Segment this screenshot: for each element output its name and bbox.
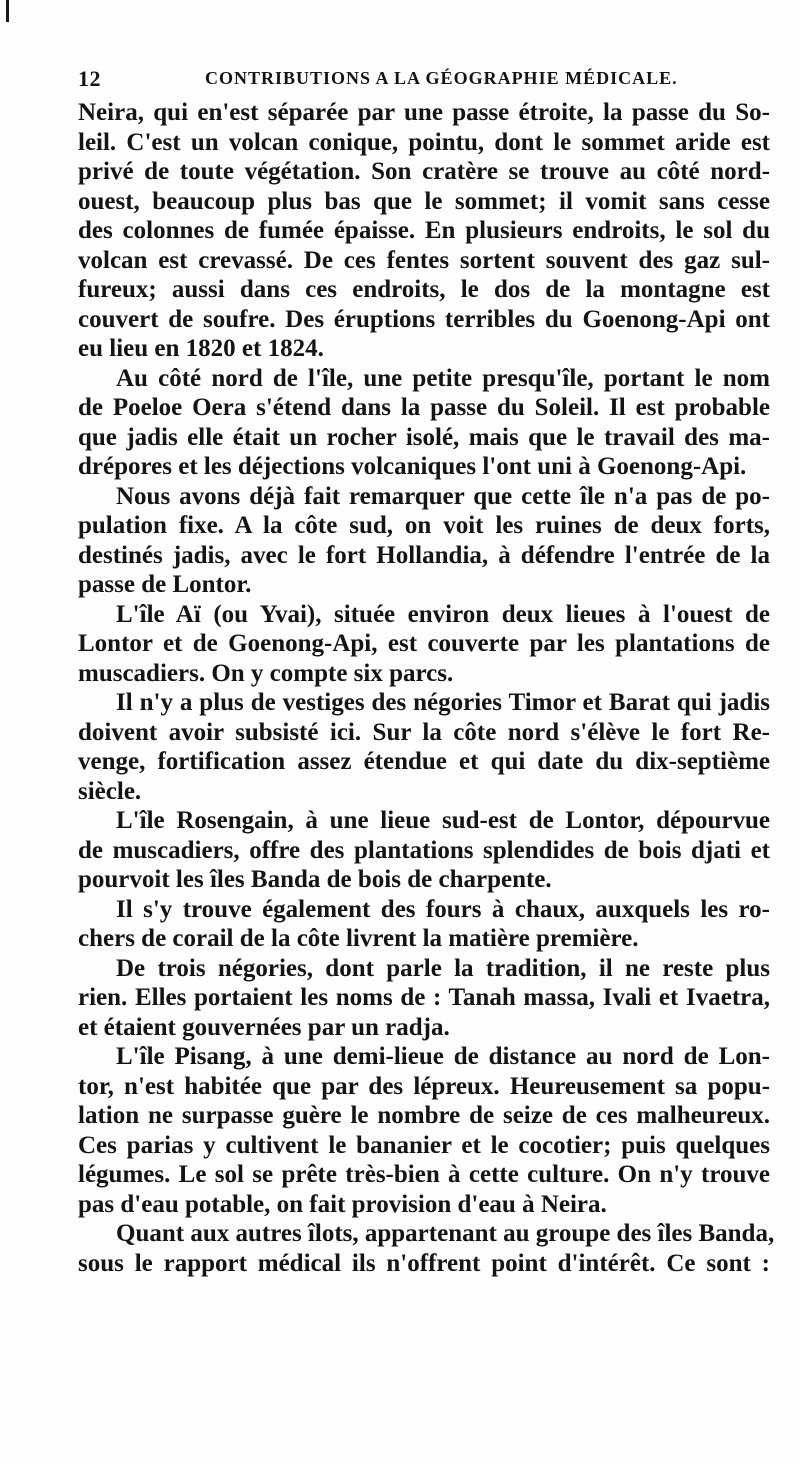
text-line: pourvoit les îles Banda de bois de charpente.: [78, 866, 552, 893]
text-line: ouest, beaucoup plus bas que le sommet; il vomit sans cesse: [78, 187, 770, 215]
text-line: L'île Rosengain, à une lieue sud-est de Lontor, dépourvue: [116, 807, 770, 834]
text-line: couvert de soufre. Des éruptions terribles du Goenong-Api ont: [78, 305, 770, 333]
text-line: leil. C'est un volcan conique, pointu, dont le sommet aride est: [78, 128, 770, 156]
text-line: Ces parias y cultivent le bananier et le cocotier; puis quelques: [78, 1131, 770, 1159]
text-line: Lontor et de Goenong-Api, est couverte par les plantations de: [78, 630, 770, 657]
text-line: De trois négories, dont parle la tradition, il ne reste plus: [116, 954, 770, 982]
text-line: rien. Elles portaient les noms de : Tanah massa, Ivali et Ivaetra,: [78, 984, 770, 1011]
body-text: [78, 98, 775, 1278]
running-header-title: CONTRIBUTIONS A LA GÉOGRAPHIE MÉDICALE.: [205, 68, 678, 88]
text-line: fureux; aussi dans ces endroits, le dos de la montagne est: [78, 276, 770, 303]
text-line: que jadis elle était un rocher isolé, mais que le travail des ma-: [78, 423, 770, 451]
text-line: siècle.: [78, 777, 142, 805]
text-line: des colonnes de fumée épaisse. En plusieurs endroits, le sol du: [78, 217, 770, 244]
text-line: L'île Aï (ou Yvai), située environ deux lieues à l'ouest de: [116, 600, 770, 628]
running-header: [78, 66, 768, 98]
text-line: chers de corail de la côte livrent la matière première.: [78, 925, 639, 952]
text-line: Il n'y a plus de vestiges des négories Timor et Barat qui jadis: [116, 689, 770, 716]
text-line: et étaient gouvernées par un radja.: [78, 1013, 450, 1041]
page-edge-mark: [6, 0, 9, 22]
text-line: L'île Pisang, à une demi-lieue de distance au nord de Lon-: [116, 1043, 770, 1070]
text-line: destinés jadis, avec le fort Hollandia, à défendre l'entrée de la: [78, 541, 770, 569]
text-line: lation ne surpasse guère le nombre de seize de ces malheureux.: [78, 1102, 770, 1129]
text-line: de Poeloe Oera s'étend dans la passe du Soleil. Il est probable: [78, 394, 770, 421]
text-line: Neira, qui en'est séparée par une passe étroite, la passe du So-: [78, 99, 770, 126]
text-line: muscadiers. On y compte six parcs.: [78, 659, 454, 687]
text-line: pulation fixe. A la côte sud, on voit les ruines de deux forts,: [78, 512, 770, 539]
text-line: volcan est crevassé. De ces fentes sortent souvent des gaz sul-: [78, 246, 770, 274]
text-line: légumes. Le sol se prête très-bien à cette culture. On n'y trouve: [78, 1161, 770, 1188]
text-line: pas d'eau potable, on fait provision d'eau à Neira.: [78, 1190, 607, 1218]
text-line: Il s'y trouve également des fours à chaux, auxquels les ro-: [116, 895, 770, 923]
text-line: Nous avons déjà fait remarquer que cette île n'a pas de po-: [116, 482, 770, 510]
page-number: 12: [78, 66, 101, 91]
text-line: de muscadiers, offre des plantations splendides de bois djati et: [78, 836, 770, 864]
text-line: sous le rapport médical ils n'offrent point d'intérêt. Ce sont :: [78, 1249, 770, 1277]
text-line: tor, n'est habitée que par des lépreux. Heureusement sa popu-: [78, 1072, 770, 1100]
text-line: Quant aux autres îlots, appartenant au groupe des îles Banda,: [116, 1220, 775, 1247]
text-line: venge, fortification assez étendue et qui date du dix-septième: [78, 748, 770, 775]
text-line: privé de toute végétation. Son cratère se trouve au côté nord-: [78, 158, 770, 185]
text-line: Au côté nord de l'île, une petite presqu'île, portant le nom: [116, 364, 770, 392]
text-line: drépores et les déjections volcaniques l'ont uni à Goenong-Api.: [78, 453, 747, 480]
text-line: eu lieu en 1820 et 1824.: [78, 335, 324, 362]
text-line: doivent avoir subsisté ici. Sur la côte nord s'élève le fort Re-: [78, 718, 770, 746]
text-line: passe de Lontor.: [78, 571, 252, 598]
